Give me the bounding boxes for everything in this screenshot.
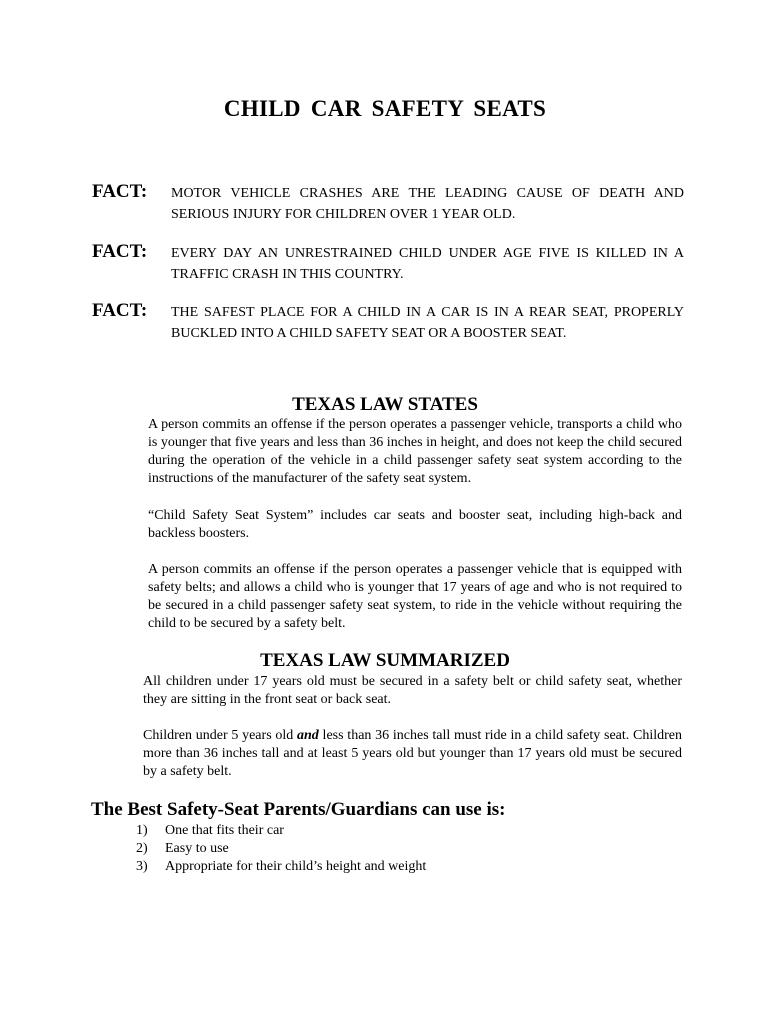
- fact-3: [92, 302, 684, 344]
- list-item: [136, 840, 426, 858]
- fact-text: THE SAFEST PLACE FOR A CHILD IN A CAR IS IN A REAR SEAT, PROPERLY BUCKLED INTO A CHILD SAFETY SEAT OR A BOOSTER SEAT.: [171, 305, 684, 341]
- fact-1: [92, 183, 684, 225]
- list-item-number: 3): [136, 859, 148, 874]
- fact-2: [92, 243, 684, 285]
- texas-law-heading: TEXAS LAW STATES: [292, 394, 478, 415]
- page-title: CHILD CAR SAFETY SEATS: [223, 96, 547, 121]
- summary-paragraph-2: [143, 727, 682, 781]
- summary-emphasis: and: [297, 728, 319, 743]
- list-item-text: Appropriate for their child’s height and weight: [165, 859, 427, 874]
- fact-label: FACT:: [92, 181, 148, 202]
- summary-text-end: less than 36 inches tall must ride in a child safety seat. Children more than 36 inches tall and at least 5 years old but younger than 17 years old must be secured by a safety belt.: [143, 728, 683, 779]
- law-paragraph-1: A person commits an offense if the person operates a passenger vehicle, transports a child who is younger that five years and less than 36 inches in height, and does not keep the child secured during the operation of the vehicle in a child passenger safety seat system according to the instructions of the manufacturer of the safety seat system.: [148, 417, 682, 486]
- summary-text-start: Children under 5 years old: [143, 728, 298, 743]
- best-seat-heading: The Best Safety-Seat Parents/Guardians can use is:: [91, 799, 506, 820]
- list-item: [136, 858, 426, 876]
- fact-label: FACT:: [92, 241, 148, 262]
- list-item-number: 1): [136, 823, 148, 838]
- best-seat-list: [136, 822, 426, 876]
- fact-label: FACT:: [92, 300, 148, 321]
- law-paragraph-2: “Child Safety Seat System” includes car seats and booster seat, including high-back and backless boosters.: [148, 508, 682, 541]
- summary-paragraph-1: All children under 17 years old must be secured in a safety belt or child safety seat, whether they are sitting in the front seat or back seat.: [143, 674, 682, 707]
- fact-text: EVERY DAY AN UNRESTRAINED CHILD UNDER AGE FIVE IS KILLED IN A TRAFFIC CRASH IN THIS COUNTRY.: [171, 246, 684, 282]
- list-item-number: 2): [136, 841, 148, 856]
- law-paragraph-3: A person commits an offense if the person operates a passenger vehicle that is equipped with safety belts; and allows a child who is younger that 17 years of age and who is not required to be secured in a child passenger safety seat system, to ride in the vehicle without requiring the child to be secured by a safety belt.: [148, 562, 682, 631]
- list-item-text: One that fits their car: [165, 823, 284, 838]
- list-item: [136, 822, 426, 840]
- list-item-text: Easy to use: [165, 841, 229, 856]
- fact-text: MOTOR VEHICLE CRASHES ARE THE LEADING CAUSE OF DEATH AND SERIOUS INJURY FOR CHILDREN OVER 1 YEAR OLD.: [171, 186, 684, 222]
- texas-summary-heading: TEXAS LAW SUMMARIZED: [260, 650, 510, 671]
